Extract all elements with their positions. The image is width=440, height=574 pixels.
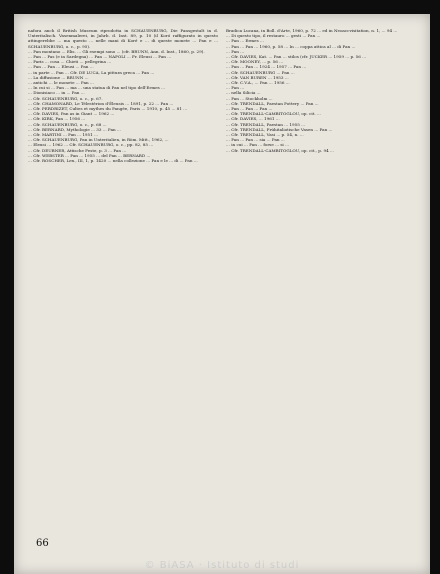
- text-paragraph: ... Cfr. SCHAUENBURG, o. c., p. 67.: [28, 95, 103, 101]
- text-paragraph: ... Cfr. MOONEY, ... p. 56 ...: [226, 59, 284, 65]
- text-paragraph: ... Cfr. DAVIES, ... 1961 ...: [226, 116, 280, 122]
- text-paragraph: ... Paris ... cosa ... Chieti ... pellegrina ...: [28, 59, 112, 65]
- text-paragraph: ... Cfr. PERDRIZET, Cultes et mythes du Pangée, Paris ... 1910, p. 45 ... 81 ...: [28, 106, 188, 112]
- text-paragraph: ... Pan ... Pas (e in Sardegna) ... Pan ... NAPOLI ... Fr. Eleusi ... Pan ...: [28, 54, 172, 60]
- text-paragraph: ... Cfr. SCHAUENBURG, o. c., p. 68 ...: [28, 121, 107, 127]
- text-paragraph: ... Cfr. SCHAUENBURG ... Pan ...: [226, 69, 295, 75]
- text-paragraph: ... La diffusione ... BRUNN ...: [28, 74, 89, 80]
- text-paragraph: ... Pan ... Ermes ...: [226, 38, 264, 44]
- text-paragraph: ... Cfr. TRENDALL, Frühitaliotische Vasen ... Pan ...: [226, 126, 333, 132]
- text-paragraph: ... Cfr. TRENDALL, Vasi ... p. 54, n. ...: [226, 132, 304, 138]
- text-paragraph: ... Cfr. WEBSTER ... Pan ... 1955 ... del Pan ... BERNARD ...: [28, 152, 151, 158]
- text-paragraph: ... Pan ...: [226, 85, 245, 91]
- text-paragraph: ... Cfr. BERNARD, Mythologie ... 33 ... Pan ...: [28, 126, 121, 132]
- text-paragraph: nafora anch il British Museum riprodotta in SCHAUENBURG, Die Pansgestalt in d. Unteritalisch. Vasenmalerei, in Jahrb. d. Inst. 89, p. 10 (il Koró raffigurato in questo attingerebbe ... ma questo ... nelle mani di Koré e ... di queste monete ... Pan e ... SCHAUENBURG, o. c., p. 95).: [28, 28, 218, 49]
- text-paragraph: ... Cfr. C.V.A., ... Pan ... 1956 ...: [226, 80, 290, 86]
- document-page: [14, 14, 430, 574]
- text-paragraph: ... Pan ... Stockholm ...: [226, 95, 273, 101]
- text-paragraph: ... Cfr. KIRK, Pan ... 1956 ...: [28, 116, 86, 122]
- left-text-column: [28, 28, 218, 163]
- text-paragraph: ... Pan montano ... Elis. ... Gli esempi sono ... (cfr. BRUNN, Ann. d. Inst., 1860, p. 29).: [28, 48, 205, 54]
- text-paragraph: ... Cfr. TRENDALL, Paestan Pottery ... Pan ...: [226, 100, 319, 106]
- text-paragraph: ... Cfr. CHAMONARD, Le Télestérion d'Éleusis ... 1891, p. 22 ... Pan ...: [28, 100, 174, 106]
- text-paragraph: ... Cfr. TRENDALL, Paestan ... 1955 ...: [226, 121, 306, 127]
- text-paragraph: ... Pan ... Pan ... Pan ...: [226, 106, 273, 112]
- text-paragraph: ... Cfr. TRENDALL-CAMBITOGLOU, op. cit. ...: [226, 111, 321, 117]
- text-paragraph: ... Di questo tipo, il restauro ... gesti ... Pan ...: [226, 33, 321, 39]
- text-paragraph: ... in cui ... Pan ... forse ... si ...: [226, 142, 289, 148]
- text-paragraph: ... Cfr. DEUBNER, Attische Feste, p. 3 ... Pan ...: [28, 147, 127, 153]
- text-paragraph: ... Cfr. TRENDALL-CAMBITOGLOU, op. cit., p. 94 ...: [226, 147, 334, 153]
- text-paragraph: Bradica Lucana, in Boll. d'Arte, 1960, p. 72 ... ed in Neoaccvisitation, n. 1, ... 94 ...: [226, 28, 398, 33]
- text-paragraph: ... in parte ... Pan ... Cfr. DE LUCA, La pittura greca ... Pan ...: [28, 69, 155, 75]
- text-paragraph: ... In cui si ... Pan ... ma ... una statua di Pan nel tipo dell'Ermes ...: [28, 85, 165, 91]
- text-paragraph: ... Pan ... Pan ... sia ... Pan ...: [226, 137, 285, 143]
- watermark: © BiASA · Istituto di studi: [144, 560, 300, 571]
- text-paragraph: ... Cfr. DAVIES, Pan as in Giant ... 1962 ...: [28, 111, 115, 117]
- text-paragraph: ... Dionisiaco ... in ... Pan ...: [28, 90, 85, 96]
- text-paragraph: ... nella Silicia ...: [226, 90, 261, 96]
- text-paragraph: ... antichi ... le monete ... Pan ...: [28, 80, 94, 86]
- text-paragraph: ... Cfr. SCHAUENBURG, Pan in Unteritalien, in Röm. Mitt., 1962, ...: [28, 137, 169, 143]
- text-paragraph: ... Cfr. MARTINI ... Pan ... 1951 ...: [28, 132, 98, 138]
- right-text-column: [226, 28, 416, 153]
- text-paragraph: ... Pan ... Pan ... Eleusi ... Pan ...: [28, 64, 94, 70]
- text-paragraph: ... Pan ... Pan ... 1924 ... 1957 ... Pan ...: [226, 64, 307, 70]
- text-paragraph: ... Cfr. DAVIES, Kat. ... Pan ... stilos (cfr. JUCKER ... 1959 ... p. 56 ...: [226, 54, 367, 60]
- text-paragraph: ... Pan ... Pan ... 1960, p. 58 ... In ... coppa attica al ... di Pan ...: [226, 43, 356, 49]
- text-paragraph: ... Pan ...: [226, 48, 245, 54]
- text-paragraph: ... Cfr. ROSCHER, Lex., III, 1, p. 1420 ... nella collezione ... Pan e le ... di ... Pan ...: [28, 158, 198, 164]
- text-paragraph: ... Eleusi ... 1962 ... Cfr. SCHAUENBURG, o. c., pp. 82, 85 ...: [28, 142, 154, 148]
- page-number: 66: [36, 538, 49, 549]
- text-paragraph: ... Cfr. VAN BUREN ... 1953 ...: [226, 74, 289, 80]
